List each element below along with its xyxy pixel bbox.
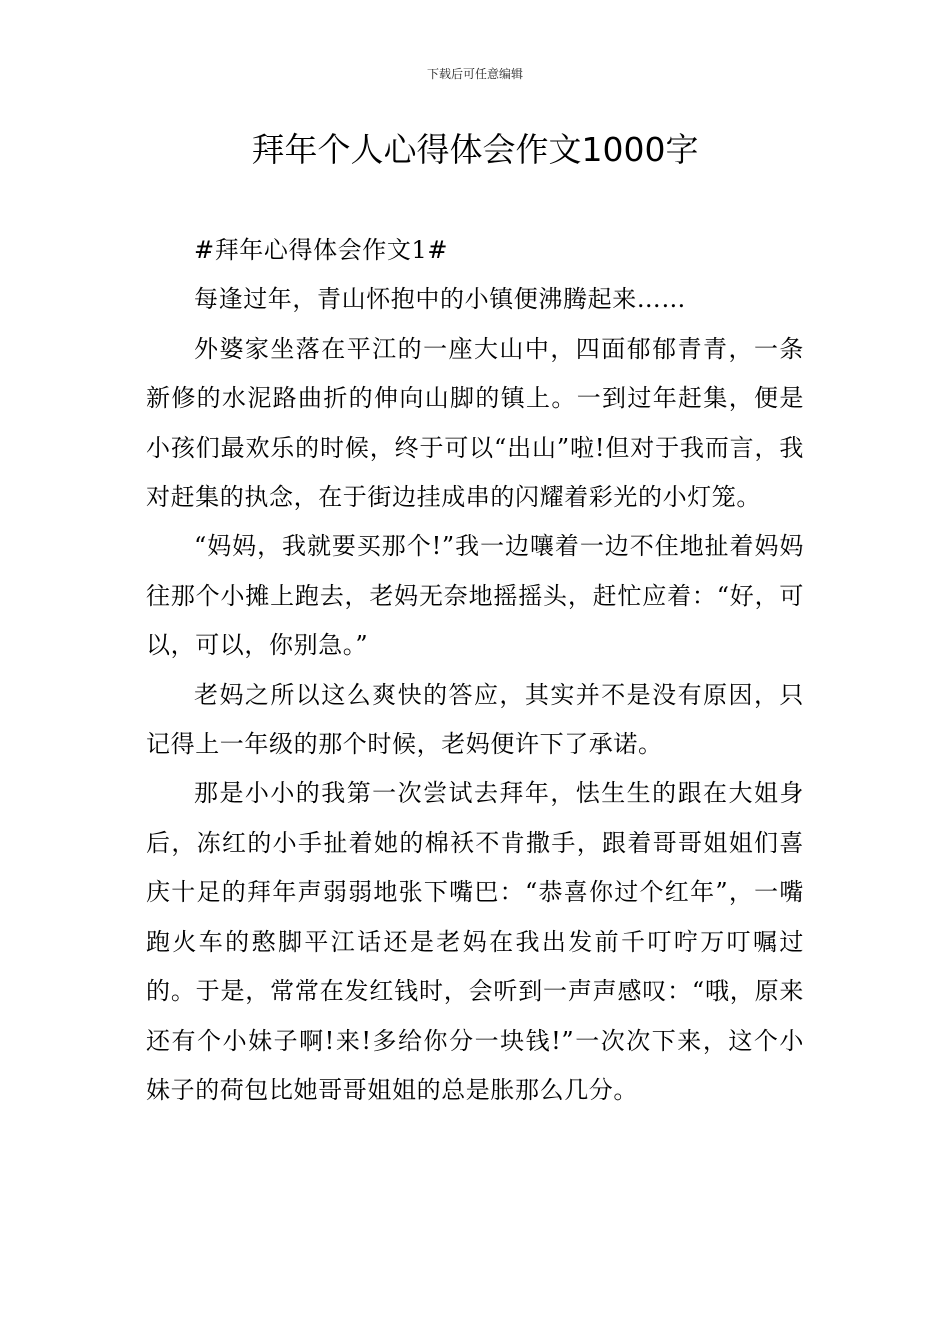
paragraph: 外婆家坐落在平江的一座大山中，四面郁郁青青，一条新修的水泥路曲折的伸向山脚的镇上。一到过年赶集，便是小孩们最欢乐的时候，终于可以“出山”啦!但对于我而言，我对赶集的执念，在于街边挂成串的闪耀着彩光的小灯笼。 <box>146 334 804 512</box>
paragraph: 每逢过年，青山怀抱中的小镇便沸腾起来…… <box>194 285 686 314</box>
document-title: 拜年个人心得体会作文1000字 <box>251 130 699 169</box>
paragraph: 那是小小的我第一次尝试去拜年，怯生生的跟在大姐身后，冻红的小手扯着她的棉袄不肯撒手，跟着哥哥姐姐们喜庆十足的拜年声弱弱地张下嘴巴：“恭喜你过个红年”，一嘴跑火车的憨脚平江话还是老妈在我出发前千叮咛万叮嘱过的。于是，常常在发红钱时，会听到一声声感叹：“哦，原来还有个小妹子啊!来!多给你分一块钱!”一次次下来，这个小妹子的荷包比她哥哥姐姐的总是胀那么几分。 <box>146 779 804 1104</box>
paragraph: 老妈之所以这么爽快的答应，其实并不是没有原因，只记得上一年级的那个时候，老妈便许下了承诺。 <box>146 680 804 759</box>
document-body <box>146 226 804 1115</box>
paragraph: “妈妈，我就要买那个!”我一边嚷着一边不住地扯着妈妈往那个小摊上跑去，老妈无奈地摇摇头，赶忙应着：“好，可以，可以，你别急。” <box>146 532 804 660</box>
header-note: 下载后可任意编辑 <box>426 67 523 81</box>
section-heading: #拜年心得体会作文1# <box>194 236 449 264</box>
